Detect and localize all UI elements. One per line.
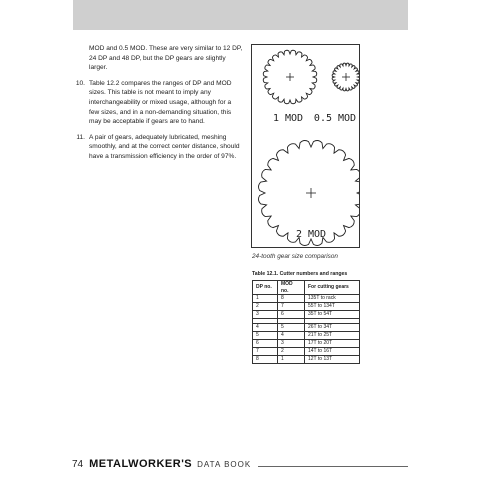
cell-dp: 5 <box>253 332 278 340</box>
center-mark-05mod <box>342 73 350 81</box>
table-row <box>253 303 360 311</box>
gear-diagram <box>252 45 359 247</box>
table-row <box>253 340 360 348</box>
col-header-dp: DP no. <box>253 281 278 295</box>
table-row <box>253 332 360 340</box>
cell-dp: 1 <box>253 295 278 303</box>
cell-range: 35T to 54T <box>305 311 360 319</box>
col-header-mod: MOD no. <box>278 281 305 295</box>
table-row <box>253 295 360 303</box>
gear-figure <box>251 44 360 248</box>
label-2mod: 2 MOD <box>295 229 327 240</box>
table-row <box>253 324 360 332</box>
continued-paragraph: MOD and 0.5 MOD. These are very similar to 12 DP, 24 DP and 48 DP, but the DP gears are slightly larger. <box>89 45 243 72</box>
table-title: Table 12.1. Cutter numbers and ranges <box>252 271 348 277</box>
cell-range: 21T to 25T <box>305 332 360 340</box>
cutter-table <box>252 280 360 364</box>
cell-range: 55T to 134T <box>305 303 360 311</box>
cell-mod: 5 <box>278 324 305 332</box>
cell-dp: 8 <box>253 356 278 364</box>
footer-rule <box>258 466 408 467</box>
cell-dp: 7 <box>253 348 278 356</box>
cell-range: 26T to 34T <box>305 324 360 332</box>
book-title: METALWORKER'S <box>89 458 193 470</box>
list-item-11 <box>73 133 243 162</box>
cell-range: 14T to 16T <box>305 348 360 356</box>
cell-dp: 4 <box>253 324 278 332</box>
table-row <box>253 356 360 364</box>
cell-mod: 3 <box>278 340 305 348</box>
list-text: Table 12.2 compares the ranges of DP and MOD sizes. This table is not meant to imply any interchangeability or mixed usage, although for a few sizes, and in a non-demanding situation, this may be acceptable if gears are to hand. <box>89 79 232 126</box>
table-row <box>253 311 360 319</box>
header-band <box>73 0 408 30</box>
cell-dp: 2 <box>253 303 278 311</box>
page-footer <box>72 458 251 470</box>
center-mark-2mod <box>306 188 316 198</box>
body-text <box>73 44 243 162</box>
table-header-row <box>253 281 360 295</box>
cell-range: 135T to rack <box>305 295 360 303</box>
cell-mod: 7 <box>278 303 305 311</box>
col-header-range: For cutting gears <box>305 281 360 295</box>
cell-dp: 3 <box>253 311 278 319</box>
figure-caption: 24-tooth gear size comparison <box>252 253 338 260</box>
list-number: 11. <box>76 133 85 141</box>
list-text: A pair of gears, adequately lubricated, meshing smoothly, and at the correct center distance, should have a transmission efficiency in the order of 97%. <box>89 133 240 160</box>
center-mark-1mod <box>286 73 294 81</box>
label-05mod: 0.5 MOD <box>313 113 357 124</box>
book-subtitle: DATA BOOK <box>197 460 252 469</box>
cell-mod: 4 <box>278 332 305 340</box>
cell-dp: 6 <box>253 340 278 348</box>
list-item-10 <box>73 79 243 127</box>
page-number: 74 <box>72 459 84 470</box>
cell-mod: 6 <box>278 311 305 319</box>
cell-range: 17T to 20T <box>305 340 360 348</box>
list-number: 10. <box>75 79 85 87</box>
label-1mod: 1 MOD <box>272 113 304 124</box>
table-row <box>253 348 360 356</box>
cell-mod: 1 <box>278 356 305 364</box>
cell-range: 12T to 13T <box>305 356 360 364</box>
cell-mod: 2 <box>278 348 305 356</box>
cell-mod: 8 <box>278 295 305 303</box>
